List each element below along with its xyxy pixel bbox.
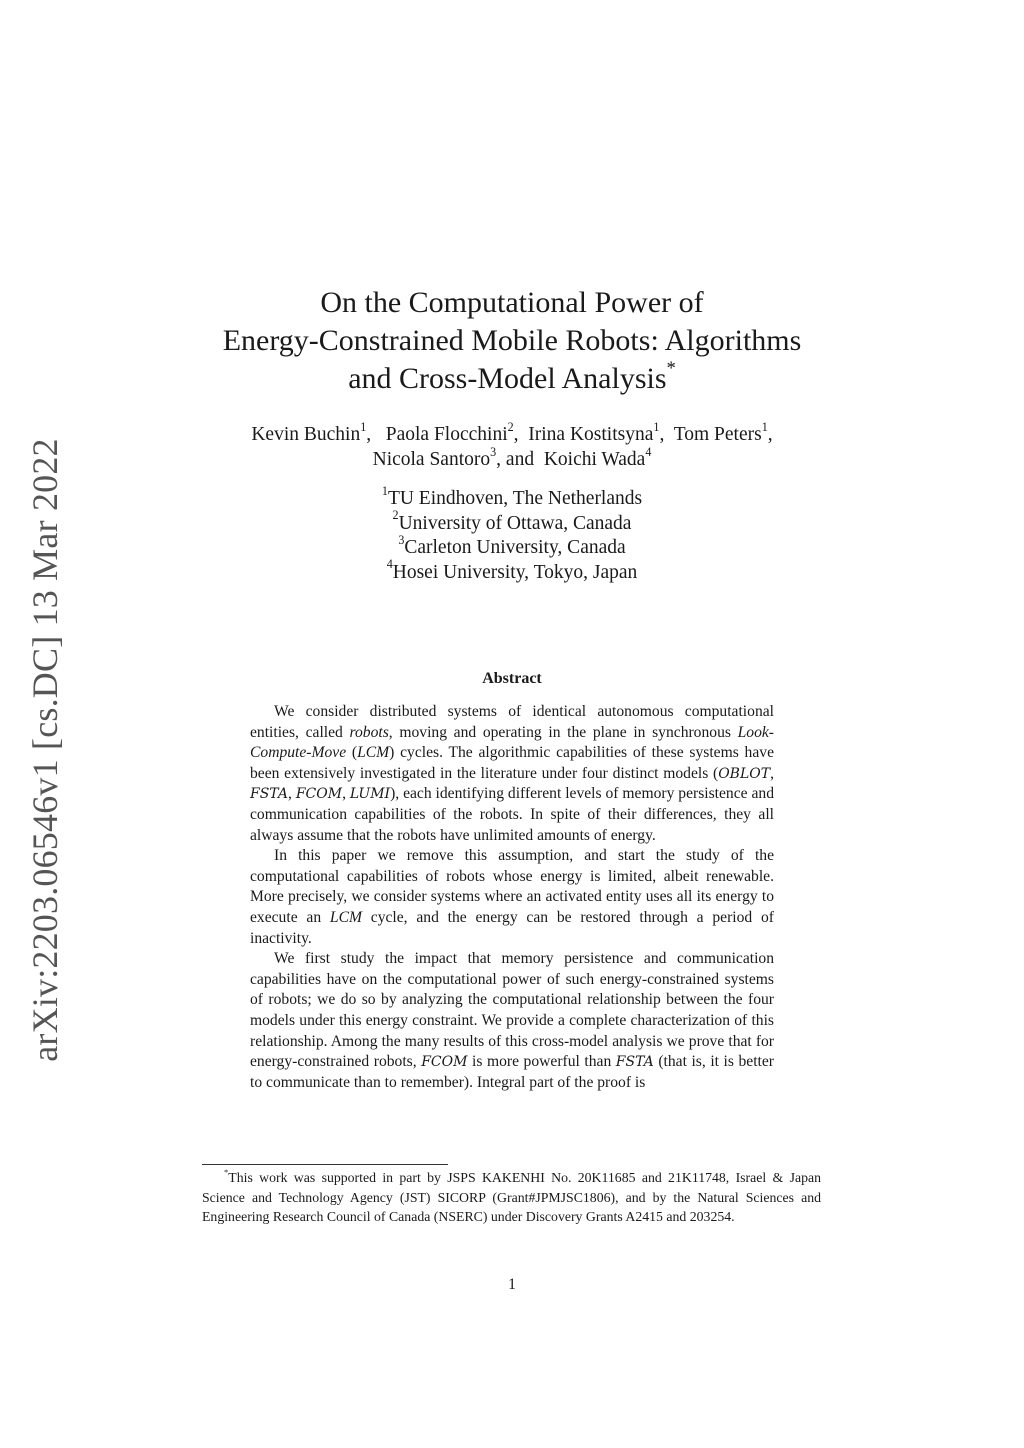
affiliation-text: Hosei University, Tokyo, Japan <box>392 561 638 583</box>
title-line-2: Energy-Constrained Mobile Robots: Algorithms <box>222 324 802 357</box>
funding-footnote <box>202 1168 821 1227</box>
abstract-paragraph-2 <box>250 846 774 949</box>
emphasis-lcm-full: Look-Compute-Move <box>250 723 774 762</box>
emphasis-robots: robots <box>349 723 389 741</box>
affiliation-item <box>0 508 1024 537</box>
text-run: cycle, and the energy can be restored through a period of inactivity. <box>250 908 774 947</box>
affiliation-item <box>0 557 1024 586</box>
author-affil-mark: 1 <box>761 419 768 434</box>
abstract-heading: Abstract <box>482 670 542 687</box>
author-separator: , <box>366 424 381 445</box>
text-run: We first study the impact that memory persistence and communication capabilities have on the computational power of such energy-constrained systems of robots; we do so by analyzing the computational relationship between the four models under this energy constraint. We provide a complete characterization of this relationship. Among the many results of this cross-model analysis we prove that for energy-constrained robots, <box>250 950 774 1071</box>
author-name: Paola Flocchini <box>385 424 508 445</box>
model-name-oblot: OBLOT <box>718 765 771 782</box>
paper-title <box>0 284 1024 398</box>
text-run: , <box>288 785 296 803</box>
arxiv-identifier-stamp: arXiv:2203.06546v1 [cs.DC] 13 Mar 2022 <box>25 438 65 1062</box>
author-name: Tom Peters <box>673 424 762 445</box>
author-row-1 <box>0 419 1024 447</box>
footnote-divider <box>202 1164 448 1165</box>
model-name-fsta: FSTA <box>250 786 288 803</box>
affiliation-item <box>0 483 1024 512</box>
emphasis-lcm: LCM <box>357 744 390 762</box>
text-run: ), each identifying different levels of memory persistence and communication capabilities of the robots. In spite of their differences, they all always assume that the robots have unlimited amounts of energy. <box>250 785 774 844</box>
abstract-paragraph-3 <box>250 949 774 1093</box>
author-list <box>0 419 1024 472</box>
text-run: is more powerful than <box>467 1053 616 1071</box>
author-affil-mark: 3 <box>490 444 497 459</box>
footnote-paragraph <box>202 1168 821 1227</box>
affiliation-number: 3 <box>398 532 405 547</box>
text-run: , <box>770 764 774 782</box>
author-name: Nicola Santoro <box>372 449 491 470</box>
affiliation-text: TU Eindhoven, The Netherlands <box>387 488 643 509</box>
title-footnote-mark: * <box>666 358 676 380</box>
abstract-body <box>250 702 774 1093</box>
model-name-lumi: LUMI <box>349 786 391 803</box>
footnote-text: This work was supported in part by JSPS KAKENHI No. 20K11685 and 21K11748, Israel & Japan Science and Technology Agency (JST) SICORP (Grant#JPMJSC1806), and by the Natural Sciences and Engineering Research Council of Canada (NSERC) under Discovery Grants A2415 and 203254. <box>202 1170 821 1224</box>
author-affil-mark: 1 <box>653 419 660 434</box>
text-run: We consider distributed systems of identical autonomous computational entities, called <box>250 703 774 741</box>
affiliation-number: 1 <box>381 483 388 498</box>
text-run: ) cycles. The algorithmic capabilities of these systems have been extensively investigated in the literature under four distinct models ( <box>250 744 774 782</box>
author-separator: , <box>767 424 773 445</box>
author-affil-mark: 2 <box>507 419 514 434</box>
title-line-3-text: and Cross-Model Analysis <box>348 362 667 395</box>
author-separator: , and <box>496 449 544 470</box>
text-run: , moving and operating in the plane in synchronous <box>388 723 738 741</box>
author-separator: , <box>513 424 524 445</box>
model-name-fsta: FSTA <box>615 1054 654 1071</box>
author-name: Irina Kostitsyna <box>528 424 654 445</box>
footnote-mark: * <box>224 1167 229 1178</box>
page-number: 1 <box>508 1276 516 1293</box>
text-run: (that is, it is better to communicate than to remember). Integral part of the proof is <box>250 1053 774 1091</box>
title-line-3 <box>0 360 1024 398</box>
author-name: Koichi Wada <box>543 449 646 470</box>
affiliation-item <box>0 532 1024 561</box>
emphasis-lcm: LCM <box>329 908 362 926</box>
author-affil-mark: 1 <box>360 419 367 434</box>
model-name-fcom: FCOM <box>421 1054 468 1071</box>
affiliation-number: 2 <box>392 508 399 523</box>
affiliation-list <box>0 483 1024 585</box>
model-name-fcom: FCOM <box>295 786 343 803</box>
author-row-2 <box>0 444 1024 472</box>
author-affil-mark: 4 <box>645 444 652 459</box>
title-line-1: On the Computational Power of <box>320 286 704 319</box>
text-run: In this paper we remove this assumption, and start the study of the computational capabilities of robots whose energy is limited, albeit renewable. More precisely, we consider systems where an activated entity uses all its energy to execute an <box>250 847 774 926</box>
abstract-paragraph-1 <box>250 702 774 846</box>
text-run: , <box>342 785 350 803</box>
affiliation-text: University of Ottawa, Canada <box>398 512 632 534</box>
affiliation-text: Carleton University, Canada <box>404 537 626 558</box>
affiliation-number: 4 <box>386 557 393 572</box>
author-separator: , <box>659 424 670 445</box>
author-name: Kevin Buchin <box>251 424 361 445</box>
text-run: ( <box>346 744 358 762</box>
